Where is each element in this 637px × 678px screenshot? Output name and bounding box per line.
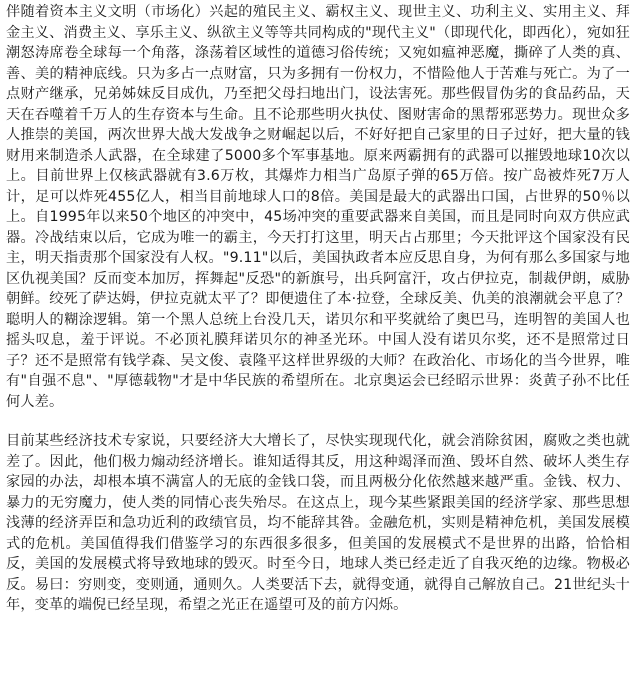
article-paragraph-1: 伴随着资本主义文明（市场化）兴起的殖民主义、霸权主义、现世主义、功利主义、实用主义、拜金主义、消费主义、享乐主义、纵欲主义等等共同构成的"现代主义"（即现代化，即西化），宛如狂潮怒涛席卷全球每一个角落，涤荡着区域性的道德习俗传统；又宛如瘟神恶魔，撕碎了人类的真、善、美的精神底线。只为多占一点财富，只为多拥有一份权力，不惜险他人于苦难与死亡。为了一点财产继承，兄弟姊妹反目成仇，乃至把父母扫地出门，设法害死。那些假冒伪劣的食品药品，天天在吞噬着千万人的生存资本与生命。且不论那些明火执仗、图财害命的黑帮邪恶势力。现世众多人推崇的美国，两次世界大战大发战争之财崛起以后，不好好把自己家里的日子过好，把大量的钱财用来制造杀人武器，在全球建了5000多个军事基地。原来两霸拥有的武器可以摧毁地球10次以上。目前世界上仅核武器就有3.6万枚，其爆炸力相当广岛原子弹的65万倍。按广岛被炸死7万人计，足可以炸死455亿人，相当目前地球人口的8倍。美国是最大的武器出口国，占世界的50％以上。自1995年以来50个地区的冲突中，45场冲突的重要武器来自美国，而且是同时向双方供应武器。冷战结束以后，它成为唯一的霸主，今天打打这里，明天占占那里；今天批评这个国家没有民主，明天指责那个国家没有人权。"9.11"以后，美国执政者本应反思自身，为何有那么多国家与地区仇视美国？反而变本加厉，挥舞起"反恐"的新旗号，出兵阿富汗，攻占伊拉克，制裁伊朗，威胁朝鲜。绞死了萨达姆，伊拉克就太平了？即便遗住了本·拉登，全球反美、仇美的浪潮就会平息了？聪明人的糊涂逻辑。第一个黑人总统上台没几天，诺贝尔和平奖就给了奥巴马，连明智的美国人也摇头叹息，羞于评说。不必顶礼膜拜诺贝尔的神圣光环。中国人没有诺贝尔奖，还不是照常过日子？还不是照常有钱学森、吴文俊、袁隆平这样世界级的大师？在政治化、市场化的当今世界，唯有"自强不息"、"厚德载物"才是中华民族的希望所在。北京奥运会已经昭示世界：炎黄子孙不比任何人差。: [6, 4, 630, 410]
article-paragraph-2: 目前某些经济技术专家说，只要经济大大增长了，尽快实现现代化，就会消除贫困，腐败之类也就差了。因此，他们极力煽动经济增长。谁知适得其反，用这种竭泽而渔、毁坏自然、破坏人类生存家园的办法，却根本填不满富人的无底的金钱口袋，而且两极分化依然越来越严重。金钱、权力、暴力的无穷魔力，使人类的同情心丧失殆尽。在这点上，现今某些紧跟美国的经济学家、那些思想浅薄的经济弄臣和急功近利的政绩官员，均不能辞其咎。金融危机，实则是精神危机，美国发展模式的危机。美国值得我们借鉴学习的东西很多很多，但美国的发展模式不是世界的出路，恰恰相反，美国的发展模式将导致地球的毁灭。时至今日，地球人类已经走近了自我灭绝的边缘。物极必反。易曰：穷则变，变则通，通则久。人类要活下去，就得变通，就得自己解放自己。21世纪头十年，变革的端倪已经呈现，希望之光正在遥望可及的前方闪烁。: [6, 433, 630, 613]
